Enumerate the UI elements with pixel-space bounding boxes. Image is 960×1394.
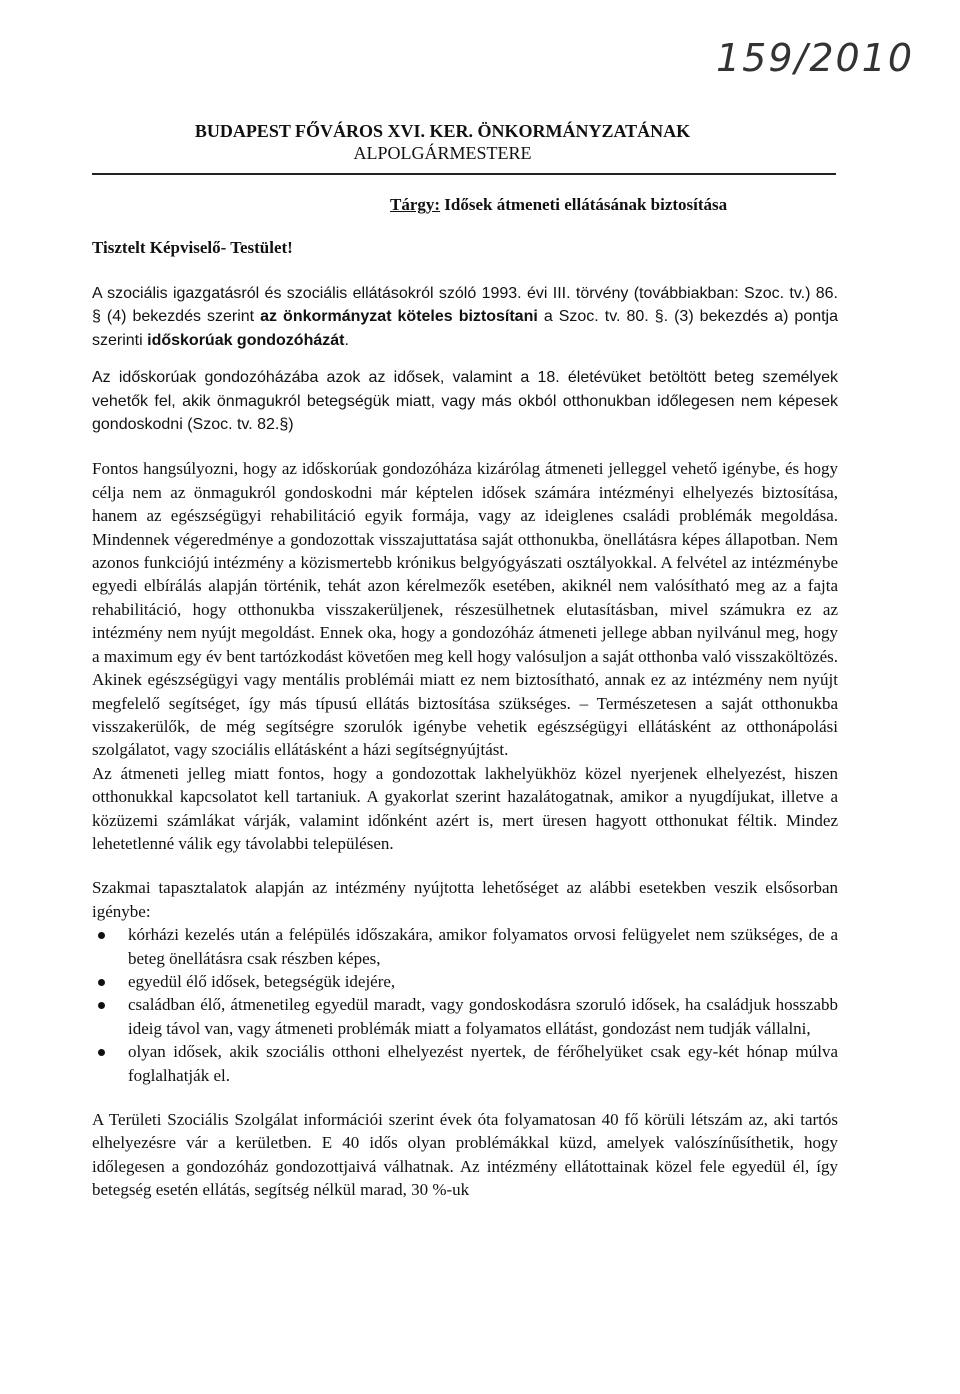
usage-list	[92, 923, 838, 1087]
para1-text-1: A szociális igazgatásról és szociális ellátásokról szóló 1993. évi III. törvény (továbbiakban: Szoc. tv.) 86. § (4) bekezdés szerint	[92, 285, 838, 326]
subject-line	[390, 195, 727, 215]
paragraph-eligibility: Az időskorúak gondozóházába azok az idősek, valamint a 18. életévüket betöltött beteg személyek vehetők fel, akik önmagukról betegségük miatt, vagy más okból otthonukban időlegesen nem képesek gondoskodni (Szoc. tv. 82.§)	[92, 369, 838, 434]
list-item	[92, 970, 838, 993]
handwritten-number: 159/2010	[716, 36, 915, 80]
paragraph-usage-intro: Szakmai tapasztalatok alapján az intézmény nyújtotta lehetőséget az alábbi esetekben veszik elsősorban igénybe:	[92, 878, 838, 921]
list-item-text: kórházi kezelés után a felépülés időszakára, amikor folyamatos orvosi felügyelet nem szükséges, de a beteg önellátásra csak részben képes,	[128, 925, 838, 968]
salutation: Tisztelt Képviselő- Testület!	[92, 238, 293, 257]
list-item	[92, 993, 838, 1040]
header-divider	[92, 173, 836, 175]
paragraph-demand: A Területi Szociális Szolgálat információi szerint évek óta folyamatosan 40 fő körüli létszám az, aki tartós elhelyezésre vár a kerületben. E 40 idős olyan problémákkal küzd, amelyek valószínűsíthetik, hogy időlegesen a gondozóház gondozottjaivá válhatnak. Az intézmény ellátottainak közel fele egyedül él, így betegség esetén ellátás, segítség nélkül marad, 30 %-uk	[92, 1110, 838, 1200]
para1-bold-1: az önkormányzat köteles biztosítani	[260, 308, 538, 326]
bullet-icon	[98, 1002, 105, 1009]
para1-text-2: a Szoc. tv. 80. §. (3) bekezdés a) pontja szerinti	[92, 308, 839, 349]
subject-label: Tárgy:	[390, 195, 441, 214]
list-item-text: családban élő, átmenetileg egyedül maradt, vagy gondoskodásra szoruló idősek, ha családjuk hosszabb ideig távol van, vagy átmeneti problémák miatt a folyamatos ellátást, gondozást nem tudják vállalni,	[128, 995, 838, 1038]
paragraph-legal-basis	[92, 282, 838, 352]
list-item-text: olyan idősek, akik szociális otthoni elhelyezést nyertek, de férőhelyüket csak egy-két hónap múlva foglalhatják el.	[128, 1042, 838, 1085]
bullet-icon	[98, 979, 105, 986]
bullet-icon	[98, 932, 105, 939]
list-item	[92, 1040, 838, 1087]
list-item	[92, 923, 838, 970]
letterhead-line2: ALPOLGÁRMESTERE	[353, 143, 532, 163]
letterhead	[155, 120, 730, 164]
list-item-text: egyedül élő idősek, betegségük idejére,	[128, 971, 396, 991]
paragraph-proximity: Az átmeneti jelleg miatt fontos, hogy a gondozottak lakhelyükhöz közel nyerjenek elhelyezést, hiszen otthonukkal kapcsolatot kell tartaniuk. A gyakorlat szerint hazalátogatnak, amikor a nyugdíjukat, illetve a közüzemi számlákat várják, valamint időnként azért is, mert üresen hagyott otthonukat féltik. Mindez lehetetlenné válik egy távolabbi településen.	[92, 763, 838, 853]
subject-text: Idősek átmeneti ellátásának biztosítása	[440, 195, 728, 214]
document-body	[92, 282, 838, 1202]
bullet-icon	[98, 1049, 105, 1056]
paragraph-purpose: Fontos hangsúlyozni, hogy az időskorúak gondozóháza kizárólag átmeneti jelleggel vehető igénybe, és hogy célja nem az önmagukról gondoskodni már képtelen idősek számára intézményi elhelyezés biztosítása, hanem az egészségügyi rehabilitáció egyik formája, vagy az ideiglenes családi problémák megoldása. Mindennek végeredménye a gondozottak visszajuttatása saját otthonukba, önellátásra képes állapotban. Nem azonos funkciójú intézmény a közismertebb krónikus belgyógyászati osztályokkal. A felvétel az intézménybe egyedi elbírálás alapján történik, tehát azon kérelmezők esetében, akiknél nem valósítható meg az a fajta rehabilitáció, hogy otthonukba visszakerüljenek, részesülhetnek elutasításban, mivel számukra ez az intézmény nem nyújt megoldást. Ennek oka, hogy a gondozóház átmeneti jellege abban nyilvánul meg, hogy a maximum egy év bent tartózkodást követően meg kell hogy valósuljon a saját otthonba való visszaköltözés. Akinek egészségügyi vagy mentális problémái miatt ez nem biztosítható, annak ez az intézmény nem nyújt megfelelő segítséget, így más típusú ellátás biztosítása szükséges. – Természetesen a saját otthonukba visszakerülők, de még segítségre szorulók igénybe vehetik egészségügyi ellátásként az otthonápolási szolgálatot, vagy szociális ellátásként a házi segítségnyújtást.	[92, 459, 838, 760]
para1-bold-2: időskorúak gondozóházát	[147, 331, 345, 349]
para1-text-3: .	[344, 331, 349, 349]
letterhead-line1: BUDAPEST FŐVÁROS XVI. KER. ÖNKORMÁNYZATÁNAK	[194, 121, 691, 141]
